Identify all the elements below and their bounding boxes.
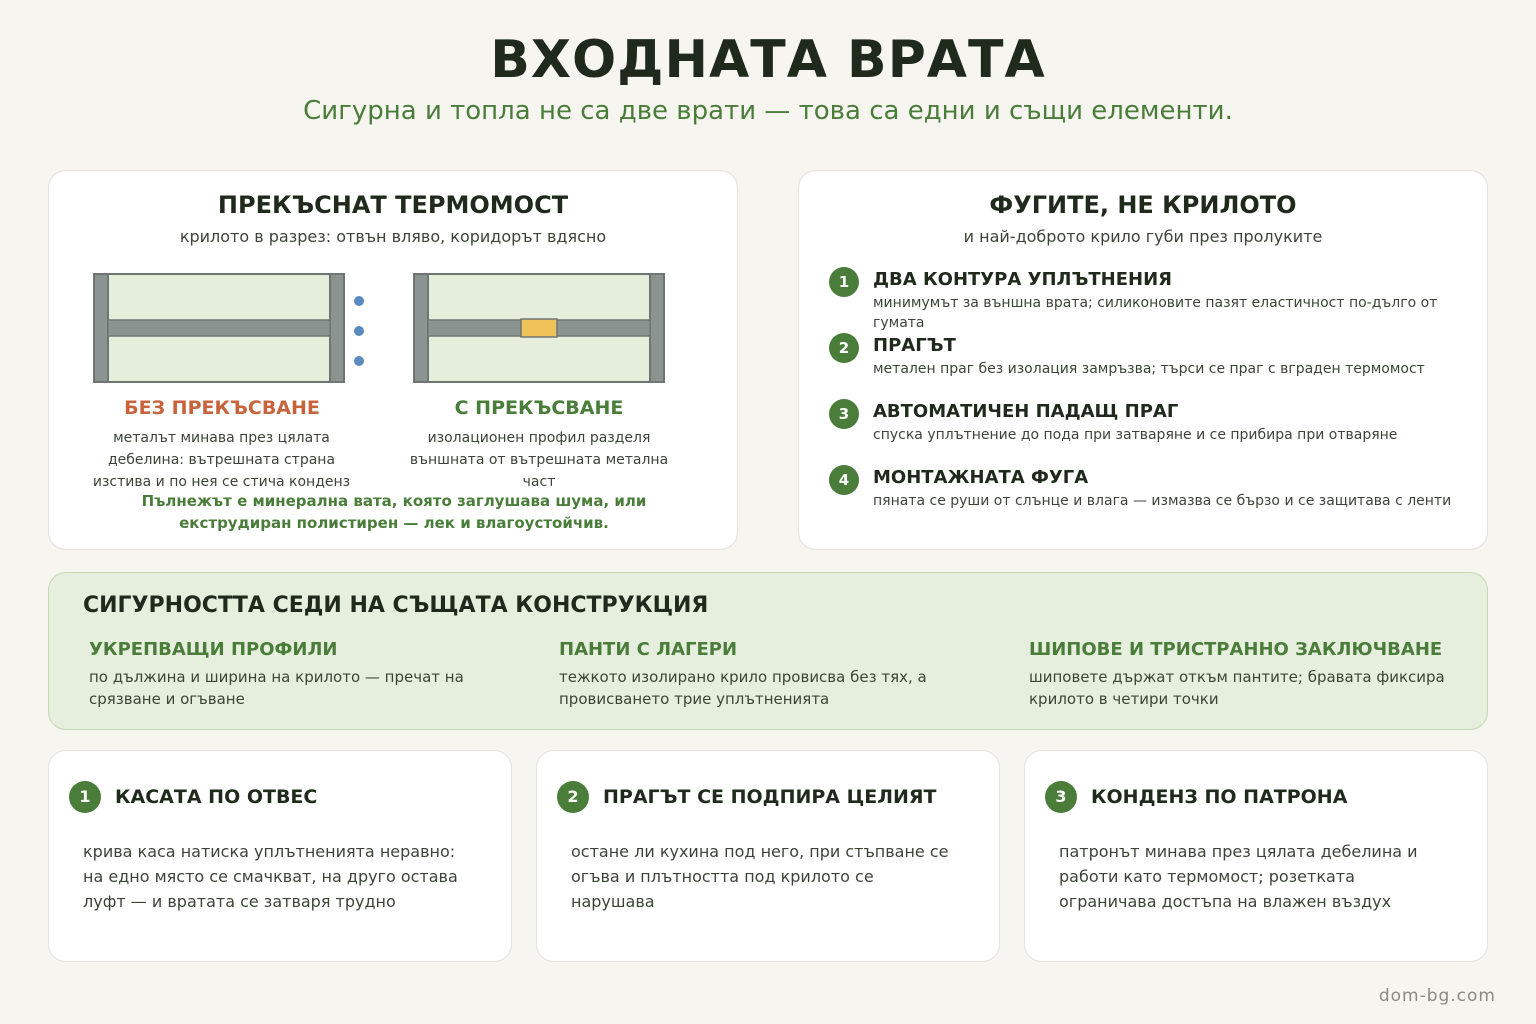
with-break-label: С ПРЕКЪСВАНЕ xyxy=(454,397,624,419)
door-section-diagram xyxy=(89,271,709,391)
fill-note: Пълнежът е минерална вата, която заглушава шума, или екструдиран полистирен — лек и влагоустойчив. xyxy=(141,492,647,532)
security-col xyxy=(89,639,509,710)
step-number-badge: 3 xyxy=(1045,781,1077,813)
without-break-desc: металът минава през цялата дебелина: вътрешната страна изстива и по нея се стича конденз xyxy=(92,430,351,490)
step-number-badge: 2 xyxy=(557,781,589,813)
page-subtitle: Сигурна и топла не са две врати — това са едни и същи елементи. xyxy=(303,96,1233,126)
thermal-bridge-subtitle: крилото в разрез: отвън вляво, коридорът вдясно xyxy=(179,227,607,246)
step-number-badge: 3 xyxy=(829,399,859,429)
security-col-title: УКРЕПВАЩИ ПРОФИЛИ xyxy=(89,639,338,660)
security-col xyxy=(1029,639,1449,710)
joints-subtitle: и най-доброто крило губи през пролуките xyxy=(963,227,1323,246)
security-col-desc: по дължина и ширина на крилото — пречат на срязване и огъване xyxy=(89,668,464,708)
site-url: dom-bg.com xyxy=(1378,986,1496,1006)
joint-title: ДВА КОНТУРА УПЛЪТНЕНИЯ xyxy=(873,269,1173,290)
security-title: СИГУРНОСТТА СЕДИ НА СЪЩАТА КОНСТРУКЦИЯ xyxy=(83,593,709,618)
thermal-bridge-card xyxy=(48,170,738,550)
tip-desc: крива каса натиска уплътненията неравно: на едно място се смачкват, на друго остава луфт — и вратата се затваря трудно xyxy=(83,842,458,911)
tip-card xyxy=(48,750,512,962)
step-number-badge: 1 xyxy=(69,781,101,813)
joint-desc: метален праг без изолация замръзва; търси се праг с вграден термомост xyxy=(873,361,1425,377)
security-panel xyxy=(48,572,1488,730)
tip-desc: остане ли кухина под него, при стъпване се огъва и плътността под крилото се нарушава xyxy=(571,842,949,911)
tip-title: КАСАТА ПО ОТВЕС xyxy=(115,786,318,808)
list-item xyxy=(829,399,1469,465)
tip-title: КОНДЕНЗ ПО ПАТРОНА xyxy=(1091,786,1348,808)
tip-title: ПРАГЪТ СЕ ПОДПИРА ЦЕЛИЯТ xyxy=(603,786,937,808)
tip-desc: патронът минава през цялата дебелина и работи като термомост; розетката ограничава достъпа на влажен въздух xyxy=(1059,842,1418,911)
security-col-desc: шиповете държат откъм пантите; бравата фиксира крилото в четири точки xyxy=(1029,668,1445,708)
list-item xyxy=(829,333,1469,399)
security-col-title: ШИПОВЕ И ТРИСТРАННО ЗАКЛЮЧВАНЕ xyxy=(1029,639,1443,660)
condensation-drops-icon xyxy=(354,296,364,366)
thermal-bridge-title: ПРЕКЪСНАТ ТЕРМОМОСТ xyxy=(217,191,569,219)
with-break-desc: изолационен профил разделя външната от вътрешната метална част xyxy=(409,430,669,490)
step-number-badge: 1 xyxy=(829,267,859,297)
joint-title: АВТОМАТИЧЕН ПАДАЩ ПРАГ xyxy=(873,401,1179,422)
step-number-badge: 2 xyxy=(829,333,859,363)
page-title: ВХОДНАТА ВРАТА xyxy=(490,30,1046,90)
joint-title: ПРАГЪТ xyxy=(873,335,956,356)
joint-desc: спуска уплътнение до пода при затваряне и се прибира при отваряне xyxy=(873,427,1398,443)
joint-title: МОНТАЖНАТА ФУГА xyxy=(873,467,1089,488)
joints-title: ФУГИТЕ, НЕ КРИЛОТО xyxy=(989,191,1297,219)
section-without-break xyxy=(94,274,344,382)
security-col-title: ПАНТИ С ЛАГЕРИ xyxy=(559,639,738,660)
section-with-break xyxy=(414,274,664,382)
without-break-label: БЕЗ ПРЕКЪСВАНЕ xyxy=(124,397,320,419)
step-number-badge: 4 xyxy=(829,465,859,495)
joints-list xyxy=(829,267,1469,531)
joint-desc: минимумът за външна врата; силиконовите пазят еластичност по-дълго от гумата xyxy=(873,295,1438,331)
list-item xyxy=(829,465,1469,531)
list-item xyxy=(829,267,1469,333)
tip-card xyxy=(536,750,1000,962)
security-col-desc: тежкото изолирано крило провисва без тях, а провисването трие уплътненията xyxy=(559,668,927,708)
joint-desc: пяната се руши от слънце и влага — измазва се бързо и се защитава с ленти xyxy=(873,493,1452,509)
tip-card xyxy=(1024,750,1488,962)
security-col xyxy=(559,639,979,710)
joints-card xyxy=(798,170,1488,550)
